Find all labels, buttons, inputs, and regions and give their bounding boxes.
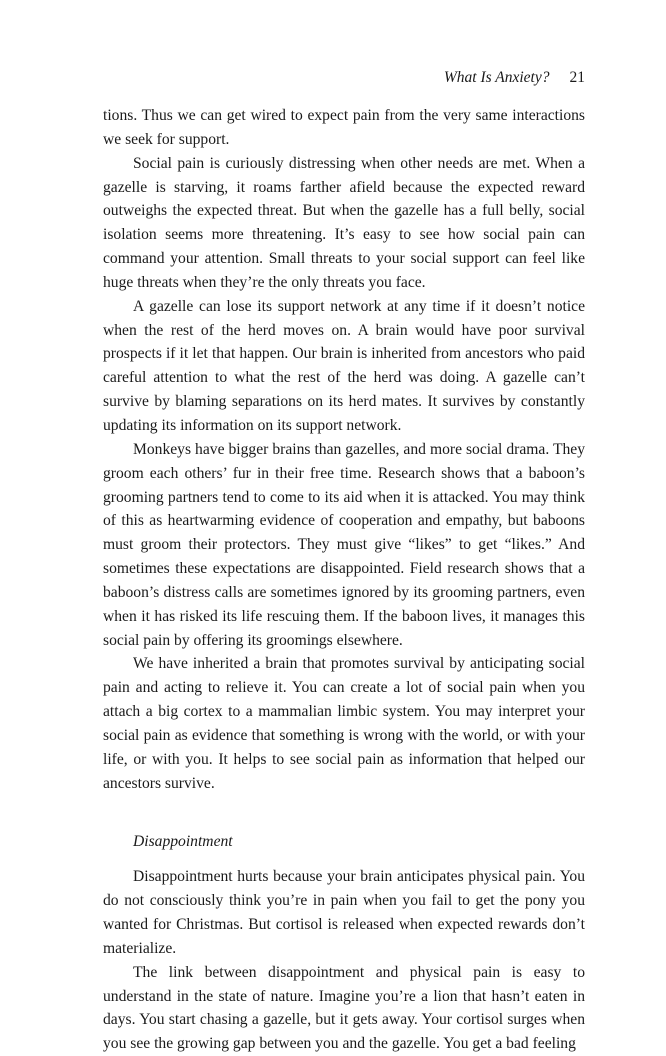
paragraph-monkeys: Monkeys have bigger brains than gazelles, and more social drama. They groom each others’ fur in their free time. Research shows that a baboon’s grooming partners tend to come to its aid when it is attacked. You may think of this as heartwarming evidence of cooperation and empathy, but baboons must groom their protectors. They must give “likes” to get “likes.” And sometimes these expectations are disappointed. Field research shows that a baboon’s distress calls are sometimes ignored by its grooming partners, even when it has risked its life rescuing them. If the baboon lives, it manages this social pain by offering its groomings elsewhere. — [103, 440, 585, 649]
paragraph-continuation: tions. Thus we can get wired to expect pain from the very same interactions we seek for support. — [103, 107, 585, 148]
paragraph-lion: The link between disappointment and physical pain is easy to understand in the state of nature. Imagine you’re a lion that hasn’t eaten in days. You start chasing a gazelle, but it gets away. Your cortisol surges when you see the growing gap between you and the gazelle. You get a bad feeling — [103, 963, 585, 1053]
running-head — [103, 68, 585, 88]
running-head-title: What Is Anxiety? — [443, 69, 550, 86]
page-number: 21 — [569, 69, 585, 86]
paragraph-social-pain: Social pain is curiously distressing when other needs are met. When a gazelle is starving, it roams farther afield because the expected reward outweighs the expected threat. But when the gazelle has a full belly, social isolation seems more threatening. It’s easy to see how social pain can command your attention. Small threats to your social support can feel like huge threats when they’re the only threats you face. — [103, 154, 585, 291]
section-body — [103, 865, 585, 1056]
book-page — [103, 68, 585, 1056]
paragraph-disappointment: Disappointment hurts because your brain anticipates physical pain. You do not consciously think you’re in pain when you fail to get the pony you wanted for Christmas. But cortisol is released when expected rewards don’t materialize. — [103, 868, 585, 957]
body-text — [103, 104, 585, 795]
section-heading: Disappointment — [133, 833, 233, 851]
paragraph-inherited-brain: We have inherited a brain that promotes survival by anticipating social pain and acting to relieve it. You can create a lot of social pain when you attach a big cortex to a mammalian limbic system. You may interpret your social pain as evidence that something is wrong with the world, or with your life, or with you. It helps to see social pain as information that helped our ancestors survive. — [103, 655, 585, 792]
paragraph-support-network: A gazelle can lose its support network at any time if it doesn’t notice when the rest of the herd moves on. A brain would have poor survival prospects if it let that happen. Our brain is inherited from ancestors who paid careful attention to what the rest of the herd was doing. A gazelle can’t survive by blaming separations on its herd mates. It survives by constantly updating its information on its support network. — [103, 297, 585, 434]
